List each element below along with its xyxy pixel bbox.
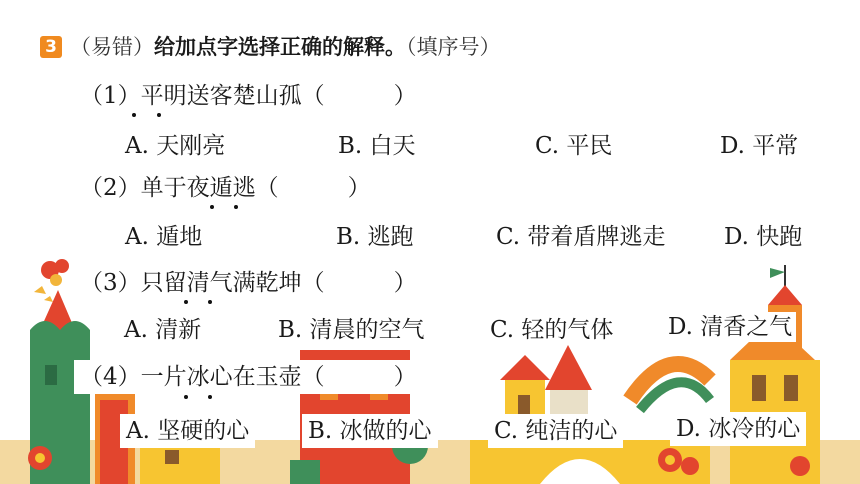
question-1-option-a: A. 天刚亮 <box>125 133 226 159</box>
question-3-option-c: C. 轻的气体 <box>486 315 617 345</box>
question-2-option-a: A. 遁地 <box>125 224 203 250</box>
question-2-option-d: D. 快跑 <box>724 224 803 250</box>
question-1-stem: （1）平明送客楚山孤（ ） <box>80 83 417 109</box>
question-4-option-b: B. 冰做的心 <box>302 414 438 448</box>
question-3-option-a: A. 清新 <box>120 315 205 345</box>
question-4-option-a: A. 坚硬的心 <box>120 414 255 448</box>
error-prone-tag: （易错） <box>70 35 154 59</box>
emphasis-dot <box>208 300 212 304</box>
emphasis-dot <box>184 300 188 304</box>
question-number-badge: 3 <box>40 36 62 58</box>
emphasis-dot <box>132 113 136 117</box>
question-2-stem: （2）单于夜遁逃（ ） <box>80 175 371 201</box>
question-1-option-c: C. 平民 <box>535 133 613 159</box>
emphasis-dot <box>184 395 188 399</box>
fill-number-note: （填序号） <box>406 35 501 59</box>
emphasis-dot <box>210 205 214 209</box>
question-4-option-c: C. 纯洁的心 <box>488 414 623 448</box>
question-2-option-b: B. 逃跑 <box>336 224 414 250</box>
flower-icon-left <box>34 259 69 302</box>
instruction-text: 给加点字选择正确的解释。 <box>154 35 406 59</box>
question-4-stem: （4）一片冰心在玉壶（ ） <box>74 360 425 394</box>
question-1-option-b: B. 白天 <box>338 133 416 159</box>
question-instruction <box>70 32 501 62</box>
question-3-option-d: D. 清香之气 <box>664 312 796 342</box>
emphasis-dot <box>157 113 161 117</box>
emphasis-dot <box>234 205 238 209</box>
question-3-stem: （3）只留清气满乾坤（ ） <box>76 268 421 298</box>
question-1-option-d: D. 平常 <box>720 133 799 159</box>
question-2-option-c: C. 带着盾牌逃走 <box>496 224 666 250</box>
question-4-option-d: D. 冰冷的心 <box>670 412 806 446</box>
emphasis-dot <box>208 395 212 399</box>
question-3-option-b: B. 清晨的空气 <box>274 315 429 345</box>
